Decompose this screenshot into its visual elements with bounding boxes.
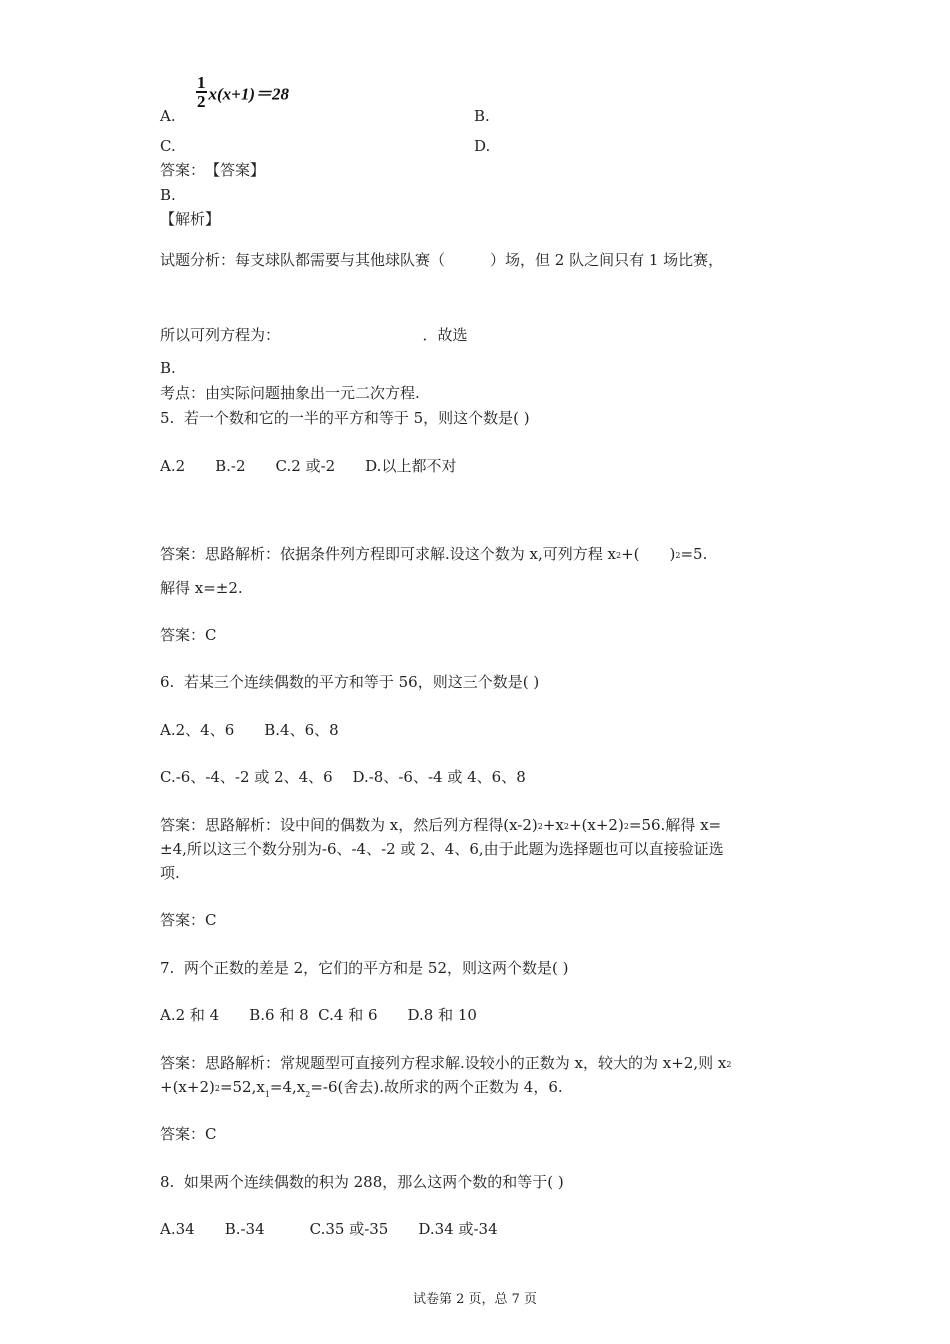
analysis-line-3: B. — [160, 359, 176, 377]
q7-answer: 答案：C — [160, 1125, 217, 1143]
option-d: D. — [474, 137, 491, 155]
q7-solution-line-1: 答案：思路解析：常规题型可直接列方程求解.设较小的正数为 x，较大的为 x+2,则 x2 — [160, 1054, 732, 1072]
analysis-header: 【解析】 — [160, 210, 221, 228]
option-a: A. — [160, 107, 176, 125]
answer-label: 答案： 【答案】 — [160, 161, 266, 179]
q6-stem: 6. 若某三个连续偶数的平方和等于 56，则这三个数是( ) — [160, 673, 540, 691]
page-footer: 试卷第 2 页，总 7 页 — [412, 1292, 538, 1307]
q5-answer: 答案：C — [160, 626, 217, 644]
option-c: C. — [160, 137, 176, 155]
q6-solution-line-2: ±4,所以这三个数分别为-6、-4、-2 或 2、4、6,由于此题为选择题也可以直接验证选 — [160, 840, 724, 858]
equation-formula: $\frac{1}{2}$ x(x+1)＝28 — [197, 73, 290, 111]
q5-stem: 5. 若一个数和它的一半的平方和等于 5，则这个数是( ) — [160, 409, 530, 427]
q6-solution-line-3: 项. — [160, 864, 180, 882]
q7-stem: 7. 两个正数的差是 2，它们的平方和是 52，则这两个数是( ) — [160, 959, 569, 977]
q6-answer: 答案：C — [160, 911, 217, 929]
q8-stem: 8. 如果两个连续偶数的积为 288，那么这两个数的和等于( ) — [160, 1173, 564, 1191]
option-b: B. — [474, 107, 490, 125]
q5-solution-line-1: 答案：思路解析：依据条件列方程即可求解.设这个数为 x,可列方程 x2+( )2=5. — [160, 545, 708, 563]
q7-options: A.2 和 4 B.6 和 8 C.4 和 6 D.8 和 10 — [160, 1006, 477, 1024]
kaodian-text: 考点：由实际问题抽象出一元二次方程. — [160, 384, 420, 402]
answer-value: B. — [160, 186, 176, 204]
q6-options-1: A.2、4、6 B.4、6、8 — [160, 721, 339, 739]
q8-options: A.34 B.-34 C.35 或-35 D.34 或-34 — [160, 1220, 498, 1238]
fraction-one-half: $\frac{1}{2}$ — [197, 73, 206, 111]
q5-options: A.2 B.-2 C.2 或-2 D.以上都不对 — [160, 457, 457, 475]
q6-options-2: C.-6、-4、-2 或 2、4、6 D.-8、-6、-4 或 4、6、8 — [160, 768, 526, 786]
q6-solution-line-1: 答案：思路解析：设中间的偶数为 x，然后列方程得(x-2)2+x2+(x+2)2=56.解得 x= — [160, 816, 722, 834]
analysis-line-1: 试题分析：每支球队都需要与其他球队赛（ ）场，但 2 队之间只有 1 场比赛， — [160, 251, 724, 269]
q7-solution-line-2: $+(x+2)2=52,x_1=4,x_2=-6$(舍去).故所求的两个正数为 4，6. — [160, 1078, 563, 1099]
analysis-line-2: 所以可列方程为： ．故选 — [160, 326, 468, 344]
q5-solution-line-2: 解得 x=±2. — [160, 579, 243, 597]
